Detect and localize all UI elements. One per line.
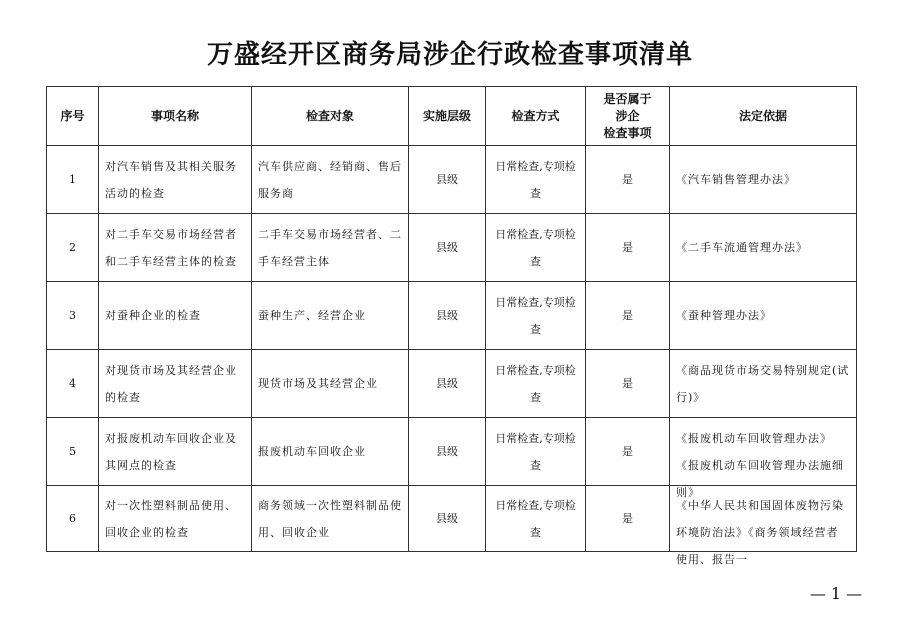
cell-item-text: 对汽车销售及其相关服务活动的检查 [105, 159, 237, 200]
cell-item [99, 214, 252, 282]
header-involve-line2: 涉企 [615, 108, 640, 123]
cell-seq: 6 [47, 486, 99, 552]
header-row [47, 87, 857, 146]
cell-item [99, 486, 252, 552]
cell-item [99, 350, 252, 418]
cell-basis-text: 《报废机动车回收管理办法》《报废机动车回收管理办法施细则》 [676, 431, 844, 499]
cell-seq: 5 [47, 418, 99, 486]
table-row [47, 282, 857, 350]
cell-involve: 是 [586, 350, 670, 418]
cell-method: 日常检查,专项检查 [486, 350, 586, 418]
cell-method: 日常检查,专项检查 [486, 486, 586, 552]
header-involve-line1: 是否属于 [603, 91, 652, 106]
header-level: 实施层级 [409, 87, 486, 146]
cell-basis [670, 146, 857, 214]
cell-basis-text: 《蚕种管理办法》 [676, 309, 772, 322]
cell-level: 县级 [409, 350, 486, 418]
header-method: 检查方式 [486, 87, 586, 146]
table-row [47, 146, 857, 214]
cell-item [99, 418, 252, 486]
cell-target [252, 350, 409, 418]
cell-seq: 3 [47, 282, 99, 350]
cell-method: 日常检查,专项检查 [486, 282, 586, 350]
cell-item-text: 对蚕种企业的检查 [105, 309, 201, 322]
cell-seq: 4 [47, 350, 99, 418]
cell-involve: 是 [586, 418, 670, 486]
cell-basis [670, 418, 857, 499]
cell-target-text: 现货市场及其经营企业 [258, 377, 378, 390]
cell-involve: 是 [586, 486, 670, 552]
header-target: 检查对象 [252, 87, 409, 146]
table-row [47, 418, 857, 486]
document-title: 万盛经开区商务局涉企行政检查事项清单 [206, 40, 693, 70]
cell-level: 县级 [409, 146, 486, 214]
cell-target-text: 汽车供应商、经销商、售后服务商 [258, 159, 402, 200]
header-seq: 序号 [47, 87, 99, 146]
cell-involve: 是 [586, 146, 670, 214]
cell-target-text: 商务领域一次性塑料制品使用、回收企业 [258, 498, 402, 539]
cell-item [99, 282, 252, 350]
cell-item-text: 对二手车交易市场经营者和二手车经营主体的检查 [105, 227, 237, 268]
cell-level: 县级 [409, 282, 486, 350]
cell-method: 日常检查,专项检查 [486, 146, 586, 214]
cell-level: 县级 [409, 486, 486, 552]
cell-basis-text: 《汽车销售管理办法》 [676, 173, 796, 186]
cell-basis [670, 350, 857, 418]
cell-basis-text: 《中华人民共和国固体废物污染环境防治法》《商务领域经营者使用、报告一 [676, 498, 844, 566]
cell-seq: 2 [47, 214, 99, 282]
header-basis: 法定依据 [670, 87, 857, 146]
page-number: — 1 — [809, 584, 863, 603]
cell-item-text: 对一次性塑料制品使用、回收企业的检查 [105, 498, 237, 539]
cell-target-text: 二手车交易市场经营者、二手车经营主体 [258, 227, 402, 268]
cell-basis-text: 《二手车流通管理办法》 [676, 241, 808, 254]
table-row [47, 214, 857, 282]
cell-basis [670, 486, 857, 566]
cell-basis-text: 《商品现货市场交易特别规定(试行)》 [676, 363, 850, 404]
cell-target [252, 486, 409, 552]
cell-target [252, 282, 409, 350]
header-item: 事项名称 [99, 87, 252, 146]
cell-involve: 是 [586, 282, 670, 350]
cell-method: 日常检查,专项检查 [486, 214, 586, 282]
cell-level: 县级 [409, 418, 486, 486]
cell-method: 日常检查,专项检查 [486, 418, 586, 486]
cell-level: 县级 [409, 214, 486, 282]
header-involve [586, 87, 670, 146]
cell-target [252, 146, 409, 214]
header-involve-line3: 检查事项 [603, 125, 652, 140]
cell-item-text: 对现货市场及其经营企业的检查 [105, 363, 237, 404]
inspection-table [46, 86, 857, 566]
cell-item-text: 对报废机动车回收企业及其网点的检查 [105, 431, 237, 472]
cell-item [99, 146, 252, 214]
cell-target-text: 报废机动车回收企业 [258, 445, 366, 458]
cell-basis [670, 214, 857, 282]
table-row [47, 486, 857, 552]
cell-seq: 1 [47, 146, 99, 214]
cell-involve: 是 [586, 214, 670, 282]
cell-target-text: 蚕种生产、经营企业 [258, 309, 366, 322]
table-row [47, 350, 857, 418]
cell-target [252, 214, 409, 282]
cell-target [252, 418, 409, 486]
cell-basis [670, 282, 857, 350]
